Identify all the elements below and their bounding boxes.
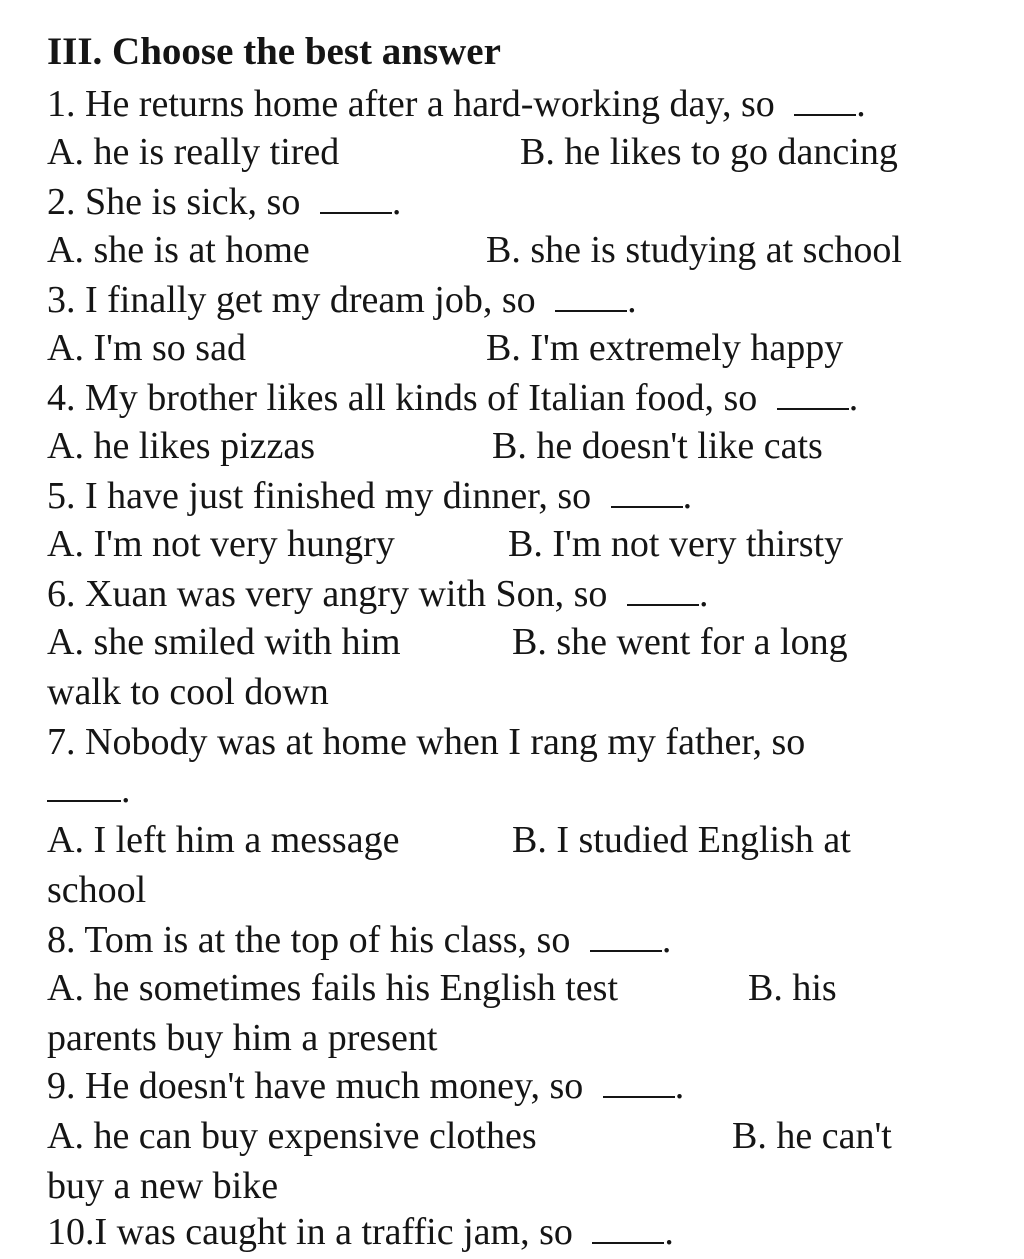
question-7-option-a: A. I left him a message [47,819,400,861]
question-8: 8. Tom is at the top of his class, so . [47,919,672,961]
question-3: 3. I finally get my dream job, so . [47,279,637,321]
question-7-blank-line: . [47,766,131,814]
question-8-option-a: A. he sometimes fails his English test [47,967,619,1009]
question-5: 5. I have just finished my dinner, so . [47,475,693,517]
question-6: 6. Xuan was very angry with Son, so . [47,573,709,615]
answer-blank [47,770,121,802]
question-8-stem: 8. Tom is at the top of his class, so [47,919,571,961]
answer-blank [320,182,392,214]
question-2-stem: 2. She is sick, so [47,181,301,223]
question-3-option-b: B. I'm extremely happy [486,327,844,369]
answer-blank [611,476,683,508]
question-2-option-b: B. she is studying at school [486,229,902,271]
question-4-stem: 4. My brother likes all kinds of Italian food, so [47,377,758,419]
question-7-option-b: B. I studied English at [512,819,851,861]
question-10: 10.I was caught in a traffic jam, so . [47,1211,674,1253]
answer-blank [777,378,849,410]
question-5-stem: 5. I have just finished my dinner, so [47,475,592,517]
question-4-option-a: A. he likes pizzas [47,425,316,467]
question-9-option-a: A. he can buy expensive clothes [47,1115,537,1157]
answer-blank [555,280,627,312]
question-7-stem: 7. Nobody was at home when I rang my father, so [47,721,806,763]
question-8-option-b-continued: parents buy him a present [47,1017,438,1059]
answer-blank [592,1212,664,1244]
question-1-stem: 1. He returns home after a hard-working day, so [47,83,775,125]
question-1: 1. He returns home after a hard-working day, so . [47,83,866,125]
question-4: 4. My brother likes all kinds of Italian food, so . [47,377,859,419]
answer-blank [794,84,856,116]
question-1-option-b: B. he likes to go dancing [520,131,898,173]
question-9: 9. He doesn't have much money, so . [47,1065,685,1107]
question-4-option-b: B. he doesn't like cats [492,425,823,467]
question-10-stem: 10.I was caught in a traffic jam, so [47,1211,573,1253]
question-9-stem: 9. He doesn't have much money, so [47,1065,584,1107]
question-6-option-b-continued: walk to cool down [47,671,329,713]
answer-blank [603,1066,675,1098]
page-title: III. Choose the best answer [47,30,501,73]
answer-blank [590,920,662,952]
question-1-option-a: A. he is really tired [47,131,340,173]
question-2: 2. She is sick, so . [47,181,402,223]
question-3-option-a: A. I'm so sad [47,327,246,369]
question-6-option-b: B. she went for a long [512,621,848,663]
answer-blank [627,574,699,606]
question-3-stem: 3. I finally get my dream job, so [47,279,536,321]
question-6-stem: 6. Xuan was very angry with Son, so [47,573,608,615]
question-5-option-b: B. I'm not very thirsty [508,523,844,565]
question-6-option-a: A. she smiled with him [47,621,401,663]
question-9-option-b: B. he can't [732,1115,892,1157]
question-8-option-b: B. his [748,967,837,1009]
question-9-option-b-continued: buy a new bike [47,1165,279,1207]
question-7-option-b-continued: school [47,869,147,911]
question-2-option-a: A. she is at home [47,229,310,271]
question-5-option-a: A. I'm not very hungry [47,523,395,565]
